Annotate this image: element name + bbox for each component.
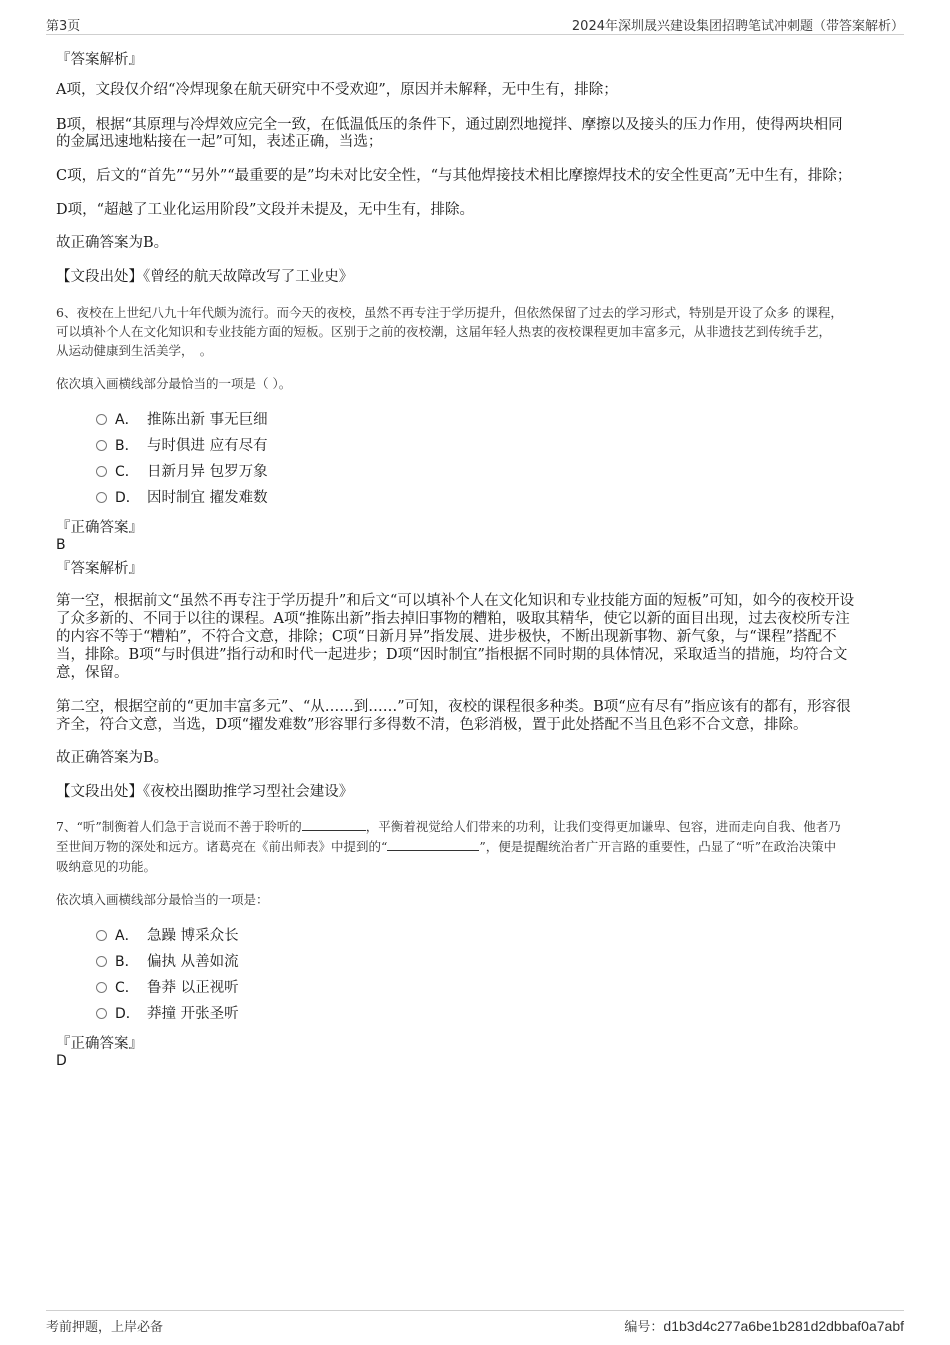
q7-stem-line3: 吸纳意见的功能。 — [56, 859, 157, 874]
q7-prompt: 依次填入画横线部分最恰当的一项是： — [56, 892, 269, 907]
q7-stem-line2: 至世间万物的深处和远方。诸葛亮在《前出师表》中提到的“ ”，便是提醒统治者广开言路的重要性，凸显了“听”在政治决策中 — [56, 839, 837, 854]
radio-icon[interactable] — [96, 466, 107, 477]
document-code: 编号：d1b3d4c277a6be1b281d2dbbaf0a7abf — [624, 1318, 904, 1335]
q6-option-d[interactable]: D． 因时制宜 擢发难数 — [96, 488, 268, 508]
conclusion: 故正确答案为B。 — [56, 235, 169, 251]
q6-analysis-2-line1: 第二空，根据空前的“更加丰富多元”、“从……到……”可知，夜校的课程很多种类。B项“应有尽有”指应该有的都有，形容很 — [56, 699, 851, 715]
q6-correct-label: 『正确答案』 — [56, 520, 143, 536]
page-number: 第3页 — [46, 19, 81, 34]
footer-slogan: 考前押题，上岸必备 — [46, 1320, 164, 1335]
document-title: 2024年深圳晟兴建设集团招聘笔试冲刺题（带答案解析） — [571, 19, 904, 34]
radio-icon[interactable] — [96, 1008, 107, 1019]
q6-option-a[interactable]: A． 推陈出新 事无巨细 — [96, 410, 268, 430]
q6-analysis-2-line2: 齐全，符合文意，当选，D项“擢发难数”形容罪行多得数不清，色彩消极，置于此处搭配不当且色彩不合文意，排除。 — [56, 717, 808, 733]
q6-analysis-1-line1: 第一空，根据前文“虽然不再专注于学历提升”和后文“可以填补个人在文化知识和专业技能方面的短板”可知，如今的夜校开设 — [56, 593, 855, 609]
analysis-option-a: A项，文段仅介绍“冷焊现象在航天研究中不受欢迎”，原因并未解释，无中生有，排除； — [56, 82, 618, 98]
analysis-option-c: C项，后文的“首先”“另外”“最重要的是”均未对比安全性，“与其他焊接技术相比摩擦焊技术的安全性更高”无中生有，排除； — [56, 168, 852, 184]
q6-stem-line1: 6、夜校在上世纪八九十年代颇为流行。而今天的夜校，虽然不再专注于学历提升，但依然保留了过去的学习形式，特别是开设了众多 的课程， — [56, 305, 843, 320]
page-header — [46, 12, 904, 35]
analysis-option-b-line1: B项，根据“其原理与冷焊效应完全一致，在低温低压的条件下，通过剧烈地搅拌、摩擦以及接头的压力作用，使得两块相同 — [56, 117, 843, 133]
radio-icon[interactable] — [96, 982, 107, 993]
q6-analysis-label: 『答案解析』 — [56, 561, 143, 577]
radio-icon[interactable] — [96, 956, 107, 967]
q6-analysis-1-line2: 了众多新的、不同于以往的课程。A项“推陈出新”指去掉旧事物的糟粕，吸取其精华，使它以新的面目出现，过去夜校所专注 — [56, 611, 850, 627]
q7-option-d[interactable]: D． 莽撞 开张圣听 — [96, 1004, 239, 1024]
analysis-label: 『答案解析』 — [56, 52, 143, 68]
q6-analysis-1-line4: 当，排除。B项“与时俱进”指行动和时代一起进步；D项“因时制宜”指根据不同时期的具体情况，采取适当的措施，均符合文 — [56, 647, 848, 663]
q6-option-b[interactable]: B． 与时俱进 应有尽有 — [96, 436, 268, 456]
q7-option-b[interactable]: B． 偏执 从善如流 — [96, 952, 239, 972]
radio-icon[interactable] — [96, 440, 107, 451]
analysis-option-b-line2: 的金属迅速地粘接在一起”可知，表述正确，当选； — [56, 134, 383, 150]
q6-analysis-1-line5: 意，保留。 — [56, 665, 129, 681]
q6-stem-line3: 从运动健康到生活美学， 。 — [56, 343, 213, 358]
radio-icon[interactable] — [96, 414, 107, 425]
q7-stem-line1: 7、“听”制衡着人们急于言说而不善于聆听的 ，平衡着视觉给人们带来的功利，让我们变得更加谦卑、包容，进而走向自我、他者乃 — [56, 819, 841, 834]
fill-blank-1 — [302, 818, 366, 831]
q6-prompt: 依次填入画横线部分最恰当的一项是（ ）。 — [56, 376, 292, 391]
q6-option-c[interactable]: C． 日新月异 包罗万象 — [96, 462, 268, 482]
q6-stem-line2: 可以填补个人在文化知识和专业技能方面的短板。区别于之前的夜校潮，这届年轻人热衷的夜校课程更加丰富多元，从非遗技艺到传统手艺， — [56, 324, 832, 339]
q6-conclusion: 故正确答案为B。 — [56, 750, 169, 766]
radio-icon[interactable] — [96, 930, 107, 941]
q7-option-a[interactable]: A． 急躁 博采众长 — [96, 926, 239, 946]
radio-icon[interactable] — [96, 492, 107, 503]
page-footer — [46, 1310, 904, 1335]
q6-analysis-1-line3: 的内容不等于“糟粕”，不符合文意，排除；C项“日新月异”指发展、进步极快，不断出现新事物、新气象，与“课程”搭配不 — [56, 629, 837, 645]
source: 【文段出处】《曾经的航天故障改写了工业史》 — [56, 269, 354, 285]
q7-correct-answer: D — [56, 1053, 67, 1069]
q6-source: 【文段出处】《夜校出圈助推学习型社会建设》 — [56, 784, 354, 800]
q7-option-c[interactable]: C． 鲁莽 以正视听 — [96, 978, 239, 998]
q6-correct-answer: B — [56, 537, 66, 553]
analysis-option-d: D项，“超越了工业化运用阶段”文段并未提及，无中生有，排除。 — [56, 202, 474, 218]
fill-blank-2 — [387, 838, 479, 851]
q7-correct-label: 『正确答案』 — [56, 1036, 143, 1052]
